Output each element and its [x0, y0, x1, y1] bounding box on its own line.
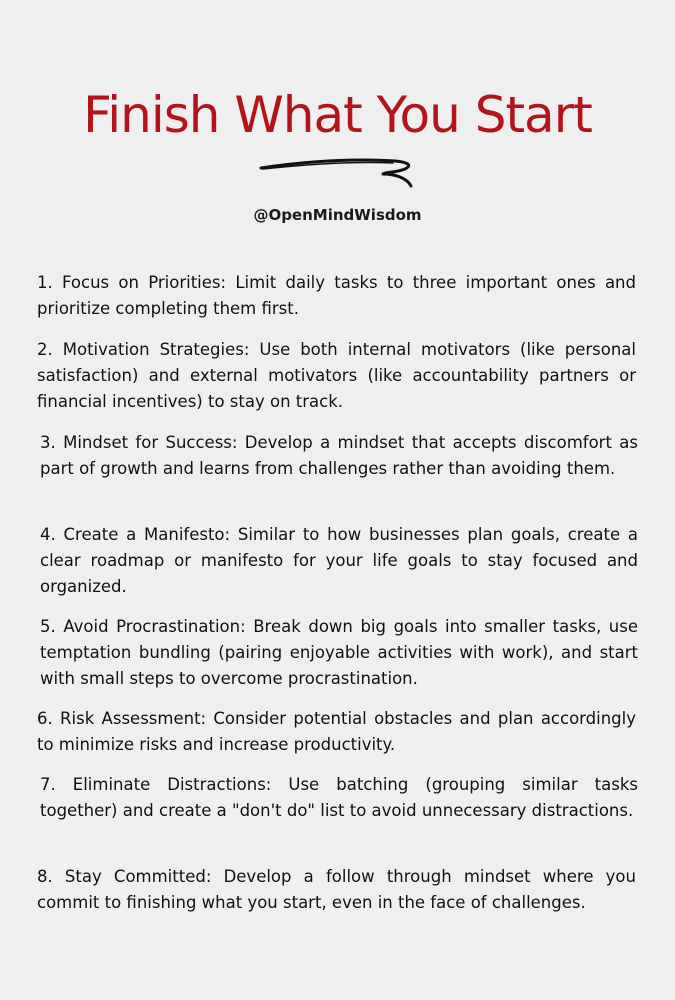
list-item-avoid-procrastination: 5. Avoid Procrastination: Break down big goals into smaller tasks, use temptation bundling (pairing enjoyable activities with work), and start with small steps to overcome procrastination.	[40, 617, 638, 688]
list-item-eliminate-distractions: 7. Eliminate Distractions: Use batching (grouping similar tasks together) and create a "don't do" list to avoid unnecessary distractions.	[40, 775, 638, 820]
list-item-motivation-strategies: 2. Motivation Strategies: Use both internal motivators (like personal satisfaction) and external motivators (like accountability partners or financial incentives) to stay on track.	[37, 340, 636, 411]
page-title: Finish What You Start	[83, 86, 592, 144]
list-item-stay-committed: 8. Stay Committed: Develop a follow through mindset where you commit to finishing what you start, even in the face of challenges.	[37, 867, 636, 912]
brush-stroke-underline-icon	[255, 150, 420, 192]
author-handle: @OpenMindWisdom	[253, 206, 422, 224]
list-item-create-a-manifesto: 4. Create a Manifesto: Similar to how businesses plan goals, create a clear roadmap or manifesto for your life goals to stay focused and organized.	[40, 525, 638, 596]
list-item-mindset-for-success: 3. Mindset for Success: Develop a mindset that accepts discomfort as part of growth and learns from challenges rather than avoiding them.	[40, 433, 638, 478]
list-item-focus-on-priorities: 1. Focus on Priorities: Limit daily tasks to three important ones and prioritize completing them first.	[37, 273, 636, 318]
list-item-risk-assessment: 6. Risk Assessment: Consider potential obstacles and plan accordingly to minimize risks and increase productivity.	[37, 709, 636, 754]
